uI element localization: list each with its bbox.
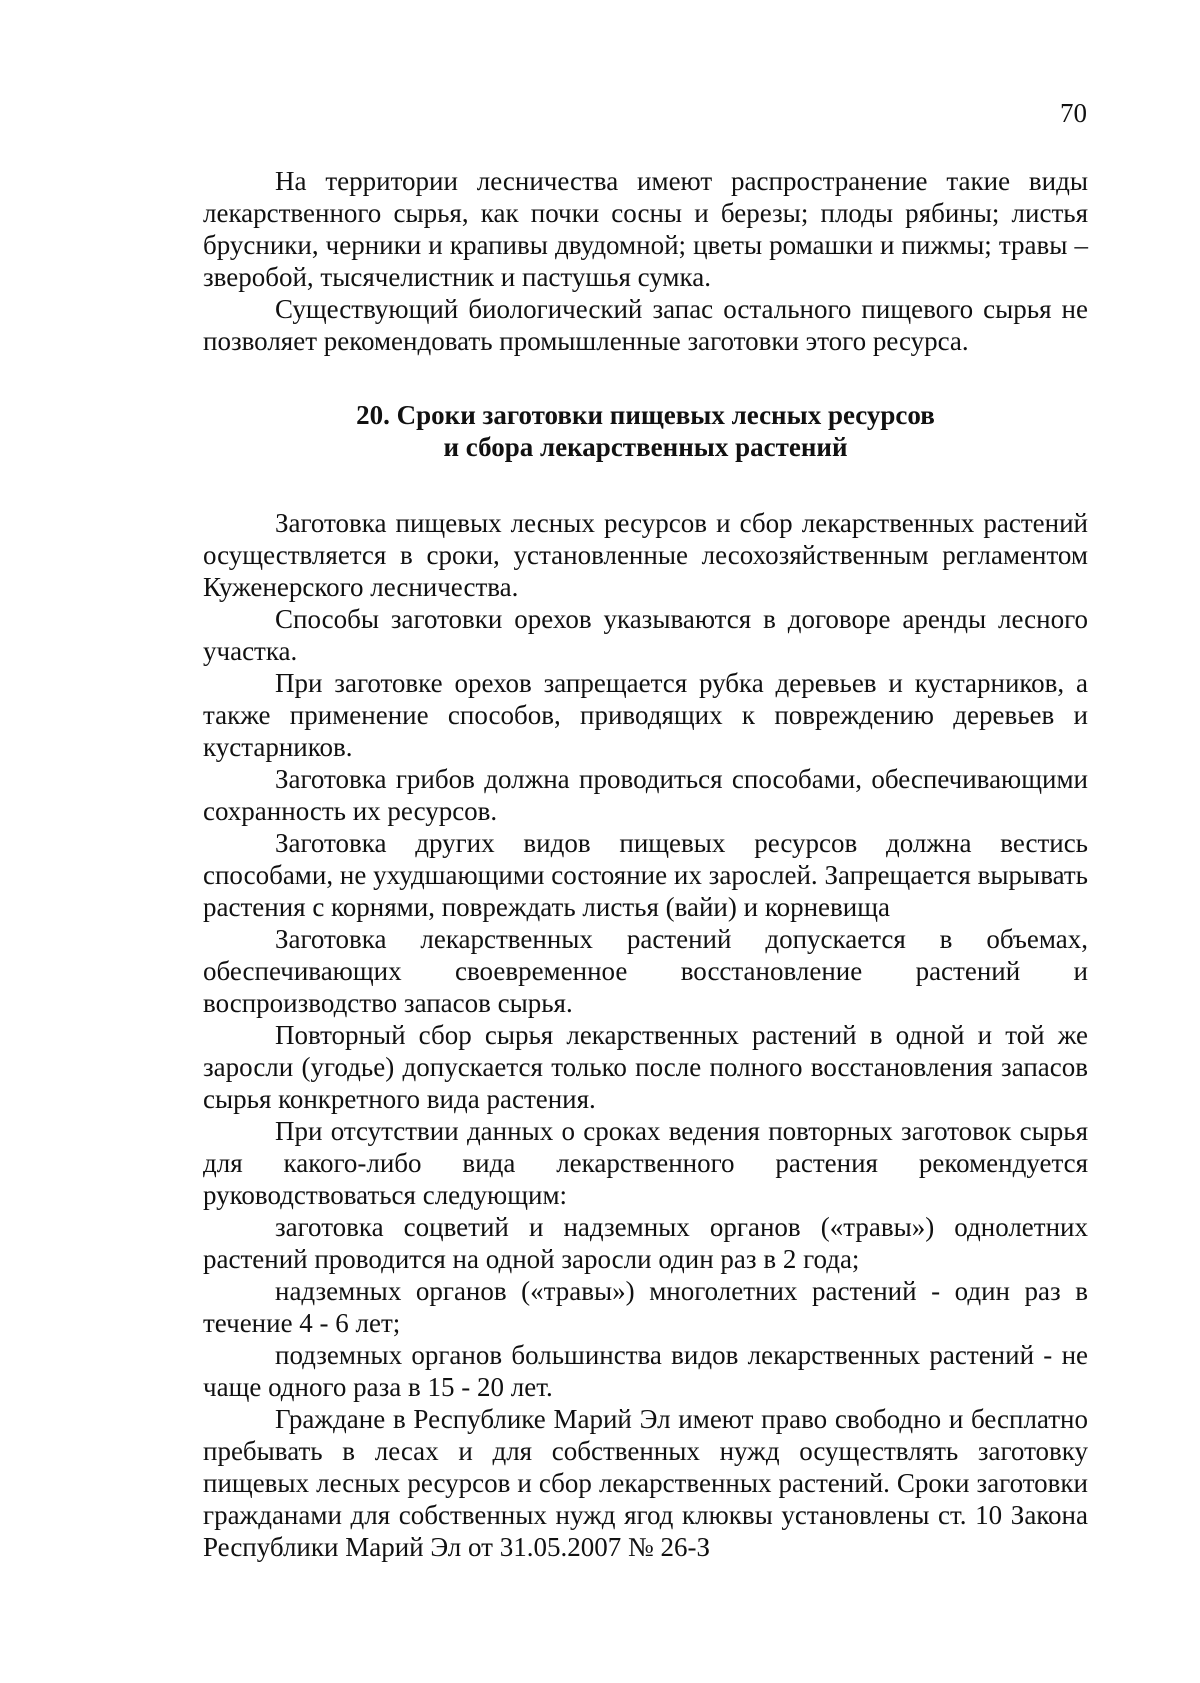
paragraph-nut-restrictions: При заготовке орехов запрещается рубка деревьев и кустарников, а также применение способов, приводящих к повреждению деревьев и кустарников. [203, 668, 1088, 762]
paragraph-harvest-terms: Заготовка пищевых лесных ресурсов и сбор лекарственных растений осуществляется в сроки, установленные лесохозяйственным регламентом Куженерского лесничества. [203, 508, 1088, 602]
page-number: 70 [1060, 98, 1087, 128]
page-content [203, 165, 1088, 1563]
paragraph-biological-reserve: Существующий биологический запас остального пищевого сырья не позволяет рекомендовать промышленные заготовки этого ресурса. [203, 294, 1088, 356]
paragraph-perennial-plants: надземных органов («травы») многолетних растений - один раз в течение 4 - 6 лет; [203, 1276, 1088, 1338]
section-heading-line-1: 20. Сроки заготовки пищевых лесных ресурсов [356, 400, 935, 430]
paragraph-other-food-resources: Заготовка других видов пищевых ресурсов должна вестись способами, не ухудшающими состояние их зарослей. Запрещается вырывать растения с корнями, повреждать листья (вайи) и корневища [203, 828, 1088, 922]
paragraph-underground-organs: подземных органов большинства видов лекарственных растений - не чаще одного раза в 15 - 20 лет. [203, 1340, 1088, 1402]
paragraph-repeat-collection: Повторный сбор сырья лекарственных растений в одной и той же заросли (угодье) допускается только после полного восстановления запасов сырья конкретного вида растения. [203, 1020, 1088, 1114]
paragraph-mushroom-harvest: Заготовка грибов должна проводиться способами, обеспечивающими сохранность их ресурсов. [203, 764, 1088, 826]
paragraph-annual-plants: заготовка соцветий и надземных органов («травы») однолетних растений проводится на одной заросли один раз в 2 года; [203, 1212, 1088, 1274]
paragraph-citizens-rights: Граждане в Республике Марий Эл имеют право свободно и бесплатно пребывать в лесах и для собственных нужд осуществлять заготовку пищевых лесных ресурсов и сбор лекарственных растений. Сроки заготовки гражданами для собственных нужд ягод клюквы установлены ст. 10 Закона Республики Марий Эл от 31.05.2007 № 26-З [203, 1404, 1088, 1562]
section-heading [203, 399, 1088, 463]
paragraph-medicinal-raw-materials: На территории лесничества имеют распространение такие виды лекарственного сырья, как почки сосны и березы; плоды рябины; листья брусники, черники и крапивы двудомной; цветы ромашки и пижмы; травы – зверобой, тысячелистник и пастушья сумка. [203, 166, 1088, 292]
paragraph-no-data-guidance: При отсутствии данных о сроках ведения повторных заготовок сырья для какого-либо вида лекарственного растения рекомендуется руководствоваться следующим: [203, 1116, 1088, 1210]
section-heading-line-2: и сбора лекарственных растений [443, 432, 848, 462]
paragraph-medicinal-volumes: Заготовка лекарственных растений допускается в объемах, обеспечивающих своевременное восстановление растений и воспроизводство запасов сырья. [203, 924, 1088, 1018]
paragraph-nut-methods: Способы заготовки орехов указываются в договоре аренды лесного участка. [203, 604, 1088, 666]
